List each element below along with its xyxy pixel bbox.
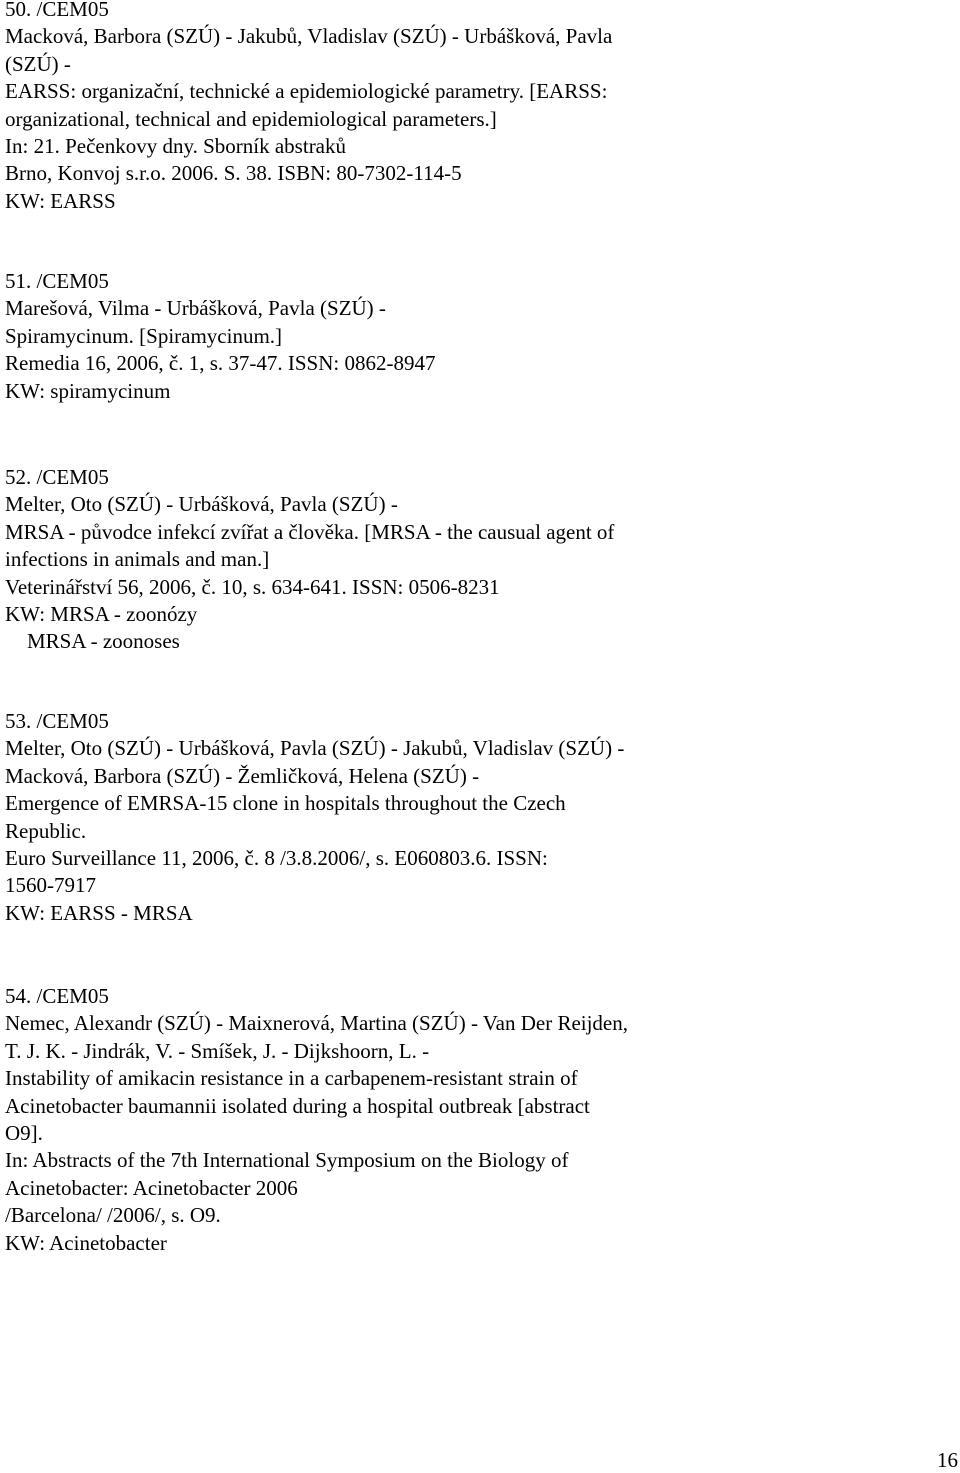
entry-authors-cont: (SZÚ) -	[5, 51, 71, 76]
entry-title-cont: Republic.	[5, 818, 87, 843]
entry-source: In: Abstracts of the 7th International Symposium on the Biology of	[5, 1148, 569, 1173]
bibliography-entry-51	[5, 268, 935, 405]
entry-authors: Macková, Barbora (SZÚ) - Jakubů, Vladislav (SZÚ) - Urbášková, Pavla	[5, 24, 613, 49]
entry-keyword: KW: EARSS	[5, 188, 116, 213]
entry-title-end: O9].	[5, 1121, 43, 1146]
entry-keyword: KW: spiramycinum	[5, 378, 171, 403]
entry-number: 50. /CEM05	[5, 0, 109, 21]
entry-source-cont: 1560-7917	[5, 873, 96, 898]
entry-number: 53. /CEM05	[5, 709, 109, 733]
entry-keyword: KW: EARSS - MRSA	[5, 900, 193, 925]
entry-source: Euro Surveillance 11, 2006, č. 8 /3.8.2006/, s. E060803.6. ISSN:	[5, 846, 548, 871]
entry-source: In: 21. Pečenkovy dny. Sborník abstraků	[5, 134, 347, 159]
entry-keyword: KW: Acinetobacter	[5, 1230, 167, 1255]
entry-title: Spiramycinum. [Spiramycinum.]	[5, 323, 283, 348]
entry-title: Emergence of EMRSA-15 clone in hospitals throughout the Czech	[5, 791, 566, 816]
entry-keyword-translation: MRSA - zoonoses	[27, 629, 180, 654]
entry-authors: Marešová, Vilma - Urbášková, Pavla (SZÚ) -	[5, 296, 386, 321]
entry-number: 54. /CEM05	[5, 984, 109, 1008]
entry-title-cont: organizational, technical and epidemiological parameters.]	[5, 106, 497, 131]
entry-title: Instability of amikacin resistance in a carbapenem-resistant strain of	[5, 1066, 578, 1091]
entry-authors-cont: T. J. K. - Jindrák, V. - Smíšek, J. - Dijkshoorn, L. -	[5, 1038, 430, 1063]
entry-title-cont: Acinetobacter baumannii isolated during a hospital outbreak [abstract	[5, 1093, 590, 1118]
bibliography-entry-54	[5, 983, 935, 1257]
entry-source-cont: Acinetobacter: Acinetobacter 2006	[5, 1175, 298, 1200]
entry-source-end: /Barcelona/ /2006/, s. O9.	[5, 1203, 221, 1228]
entry-number: 51. /CEM05	[5, 269, 109, 293]
entry-source-cont: Brno, Konvoj s.r.o. 2006. S. 38. ISBN: 80-7302-114-5	[5, 161, 462, 186]
entry-authors: Nemec, Alexandr (SZÚ) - Maixnerová, Martina (SZÚ) - Van Der Reijden,	[5, 1011, 629, 1036]
entry-source: Remedia 16, 2006, č. 1, s. 37-47. ISSN: 0862-8947	[5, 351, 436, 376]
entry-authors-cont: Macková, Barbora (SZÚ) - Žemličková, Helena (SZÚ) -	[5, 763, 480, 788]
entry-number: 52. /CEM05	[5, 465, 109, 489]
page-number: 16	[937, 1448, 958, 1472]
entry-authors: Melter, Oto (SZÚ) - Urbášková, Pavla (SZÚ) - Jakubů, Vladislav (SZÚ) -	[5, 736, 625, 761]
bibliography-entry-50	[5, 0, 935, 215]
entry-keyword: KW: MRSA - zoonózy	[5, 602, 198, 627]
entry-title: EARSS: organizační, technické a epidemiologické parametry. [EARSS:	[5, 79, 608, 104]
entry-title-cont: infections in animals and man.]	[5, 547, 270, 572]
entry-source: Veterinářství 56, 2006, č. 10, s. 634-641. ISSN: 0506-8231	[5, 574, 500, 599]
entry-title: MRSA - původce infekcí zvířat a člověka. [MRSA - the causual agent of	[5, 519, 615, 544]
entry-authors: Melter, Oto (SZÚ) - Urbášková, Pavla (SZÚ) -	[5, 492, 398, 517]
bibliography-entry-52	[5, 464, 935, 656]
bibliography-entry-53	[5, 708, 935, 927]
